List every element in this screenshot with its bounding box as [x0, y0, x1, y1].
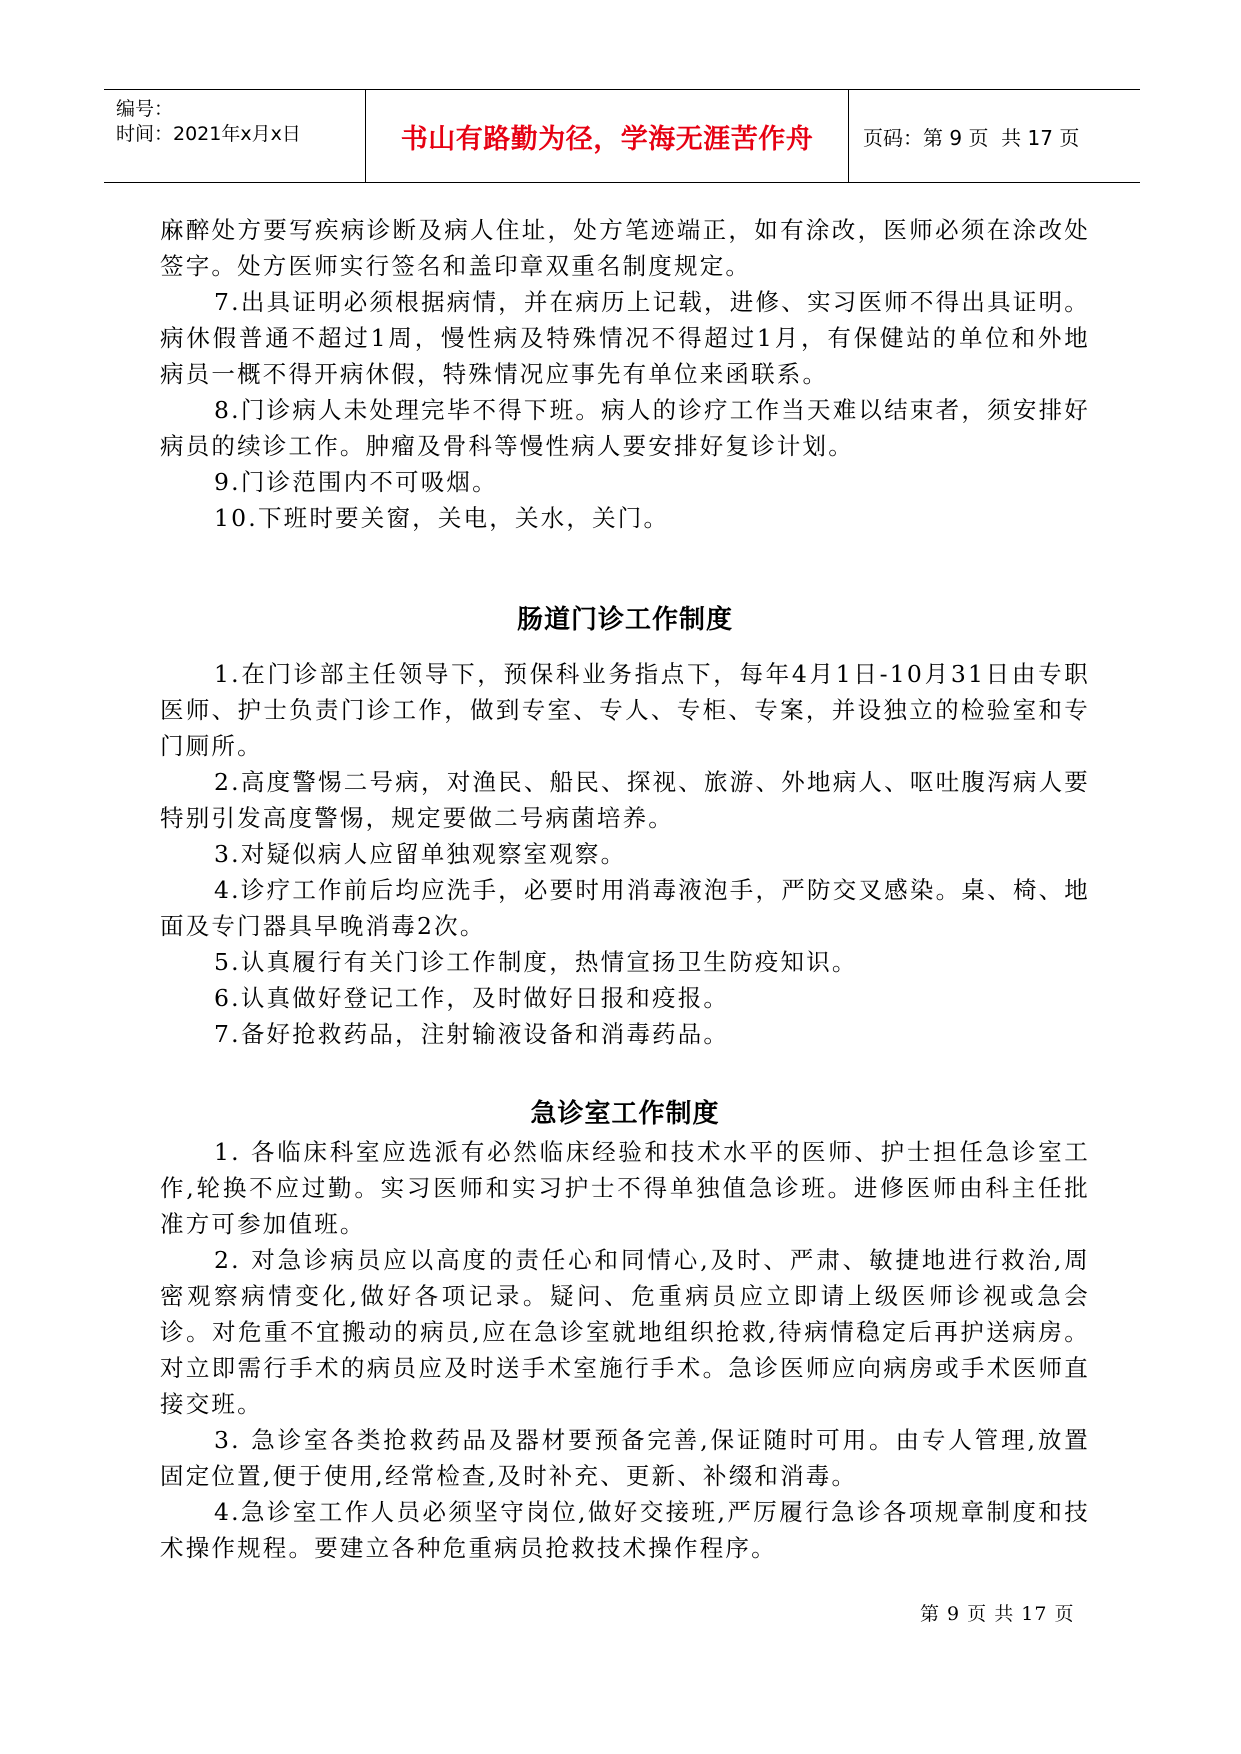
header-number-label: 编号： [116, 98, 174, 120]
paragraph: 2.高度警惕二号病，对渔民、船民、探视、旅游、外地病人、呕吐腹泻病人要特别引发高度警惕，规定要做二号病菌培养。 [160, 768, 1090, 832]
paragraph: 6.认真做好登记工作，及时做好日报和疫报。 [214, 984, 730, 1012]
section-title-emergency-room: 急诊室工作制度 [530, 1099, 720, 1129]
paragraph: 4.诊疗工作前后均应洗手，必要时用消毒液泡手，严防交叉感染。桌、椅、地面及专门器具早晚消毒2次。 [160, 876, 1090, 940]
paragraph: 9.门诊范围内不可吸烟。 [214, 468, 498, 496]
paragraph: 8.门诊病人未处理完毕不得下班。病人的诊疗工作当天难以结束者，须安排好病员的续诊工作。肿瘤及骨科等慢性病人要安排好复诊计划。 [160, 396, 1090, 460]
paragraph: 麻醉处方要写疾病诊断及病人住址，处方笔迹端正，如有涂改，医师必须在涂改处签字。处方医师实行签名和盖印章双重名制度规定。 [160, 216, 1090, 280]
header-motto: 书山有路勤为径，学海无涯苦作舟 [400, 123, 814, 155]
section-continuation [160, 212, 1090, 536]
paragraph: 4.急诊室工作人员必须坚守岗位,做好交接班,严厉履行急诊各项规章制度和技术操作规程。要建立各种危重病员抢救技术操作程序。 [160, 1498, 1090, 1562]
paragraph: 7.出具证明必须根据病情，并在病历上记载，进修、实习医师不得出具证明。病休假普通不超过1周，慢性病及特殊情况不得超过1月，有保健站的单位和外地病员一概不得开病休假，特殊情况应事先有单位来函联系。 [160, 288, 1090, 388]
page-footer-number: 第 9 页 共 17 页 [920, 1603, 1075, 1625]
page-header [104, 89, 1140, 183]
header-meta-cell [104, 90, 366, 182]
header-motto-cell [366, 90, 849, 182]
header-page-info: 页码：第 9 页 共 17 页 [863, 125, 1080, 150]
paragraph: 3. 急诊室各类抢救药品及器材要预备完善,保证随时可用。由专人管理,放置固定位置,便于使用,经常检查,及时补充、更新、补缀和消毒。 [160, 1426, 1090, 1490]
section-title-intestinal-clinic: 肠道门诊工作制度 [516, 605, 733, 635]
section-emergency-room [160, 1134, 1090, 1566]
section-intestinal-clinic [160, 656, 1090, 1052]
paragraph: 2. 对急诊病员应以高度的责任心和同情心,及时、严肃、敏捷地进行救治,周密观察病情变化,做好各项记录。疑问、危重病员应立即请上级医师诊视或急会诊。对危重不宜搬动的病员,应在急诊室就地组织抢救,待病情稳定后再护送病房。对立即需行手术的病员应及时送手术室施行手术。急诊医师应向病房或手术医师直接交班。 [160, 1246, 1090, 1418]
header-page-cell [849, 90, 1140, 182]
paragraph: 1.在门诊部主任领导下，预保科业务指点下，每年4月1日-10月31日由专职医师、护士负责门诊工作，做到专室、专人、专柜、专案，并设独立的检验室和专门厕所。 [160, 660, 1090, 760]
paragraph: 3.对疑似病人应留单独观察室观察。 [214, 840, 627, 868]
header-time-label: 时间：2021年x月x日 [116, 123, 301, 145]
paragraph: 7.备好抢救药品，注射输液设备和消毒药品。 [214, 1020, 730, 1048]
paragraph: 5.认真履行有关门诊工作制度，热情宣扬卫生防疫知识。 [214, 948, 858, 976]
paragraph: 1. 各临床科室应选派有必然临床经验和技术水平的医师、护士担任急诊室工作,轮换不应过勤。实习医师和实习护士不得单独值急诊班。进修医师由科主任批准方可参加值班。 [160, 1138, 1090, 1238]
paragraph: 10.下班时要关窗，关电，关水，关门。 [214, 504, 670, 532]
